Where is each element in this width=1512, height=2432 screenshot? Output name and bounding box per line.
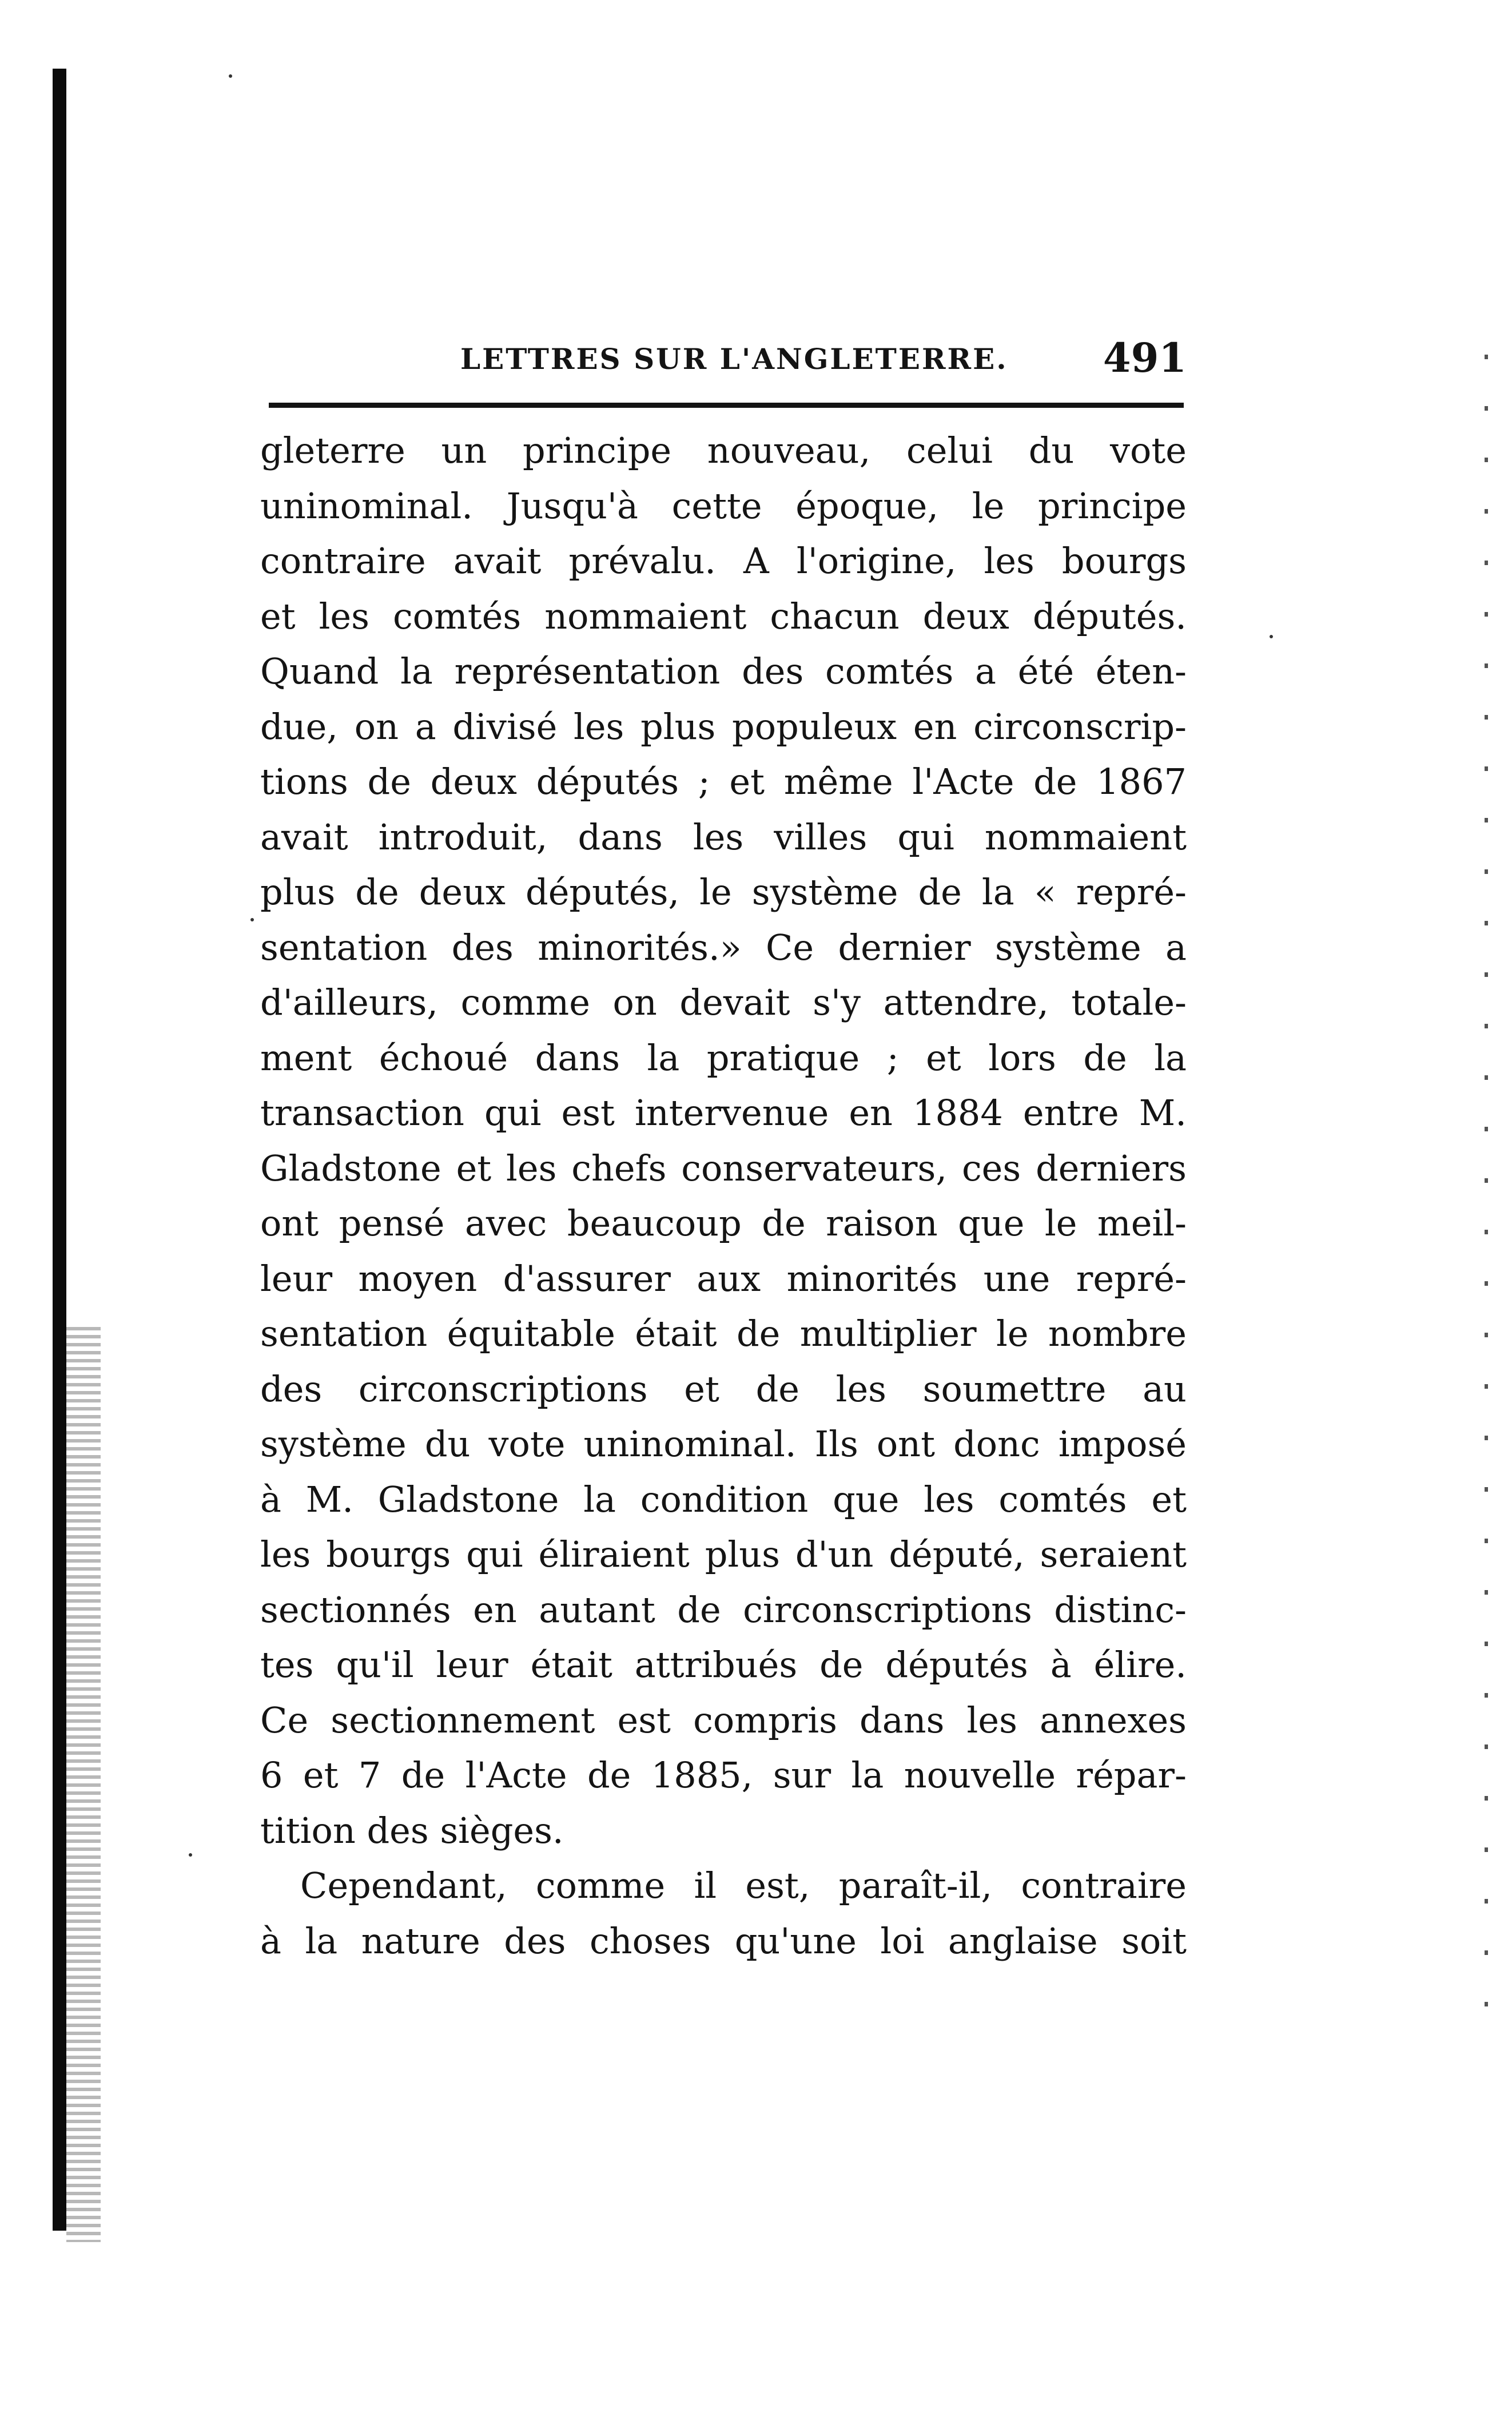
text-line: 6 et 7 de l'Acte de 1885, sur la nouvelle répar- <box>260 1754 1187 1796</box>
running-header <box>260 334 1187 383</box>
scan-speck <box>229 74 232 78</box>
text-line: leur moyen d'assurer aux minorités une repré- <box>260 1257 1187 1300</box>
page-number: 491 <box>1103 334 1187 382</box>
text-line: transaction qui est intervenue en 1884 entre M. <box>260 1092 1187 1134</box>
text-line: à M. Gladstone la condition que les comtés et <box>260 1478 1187 1520</box>
text-line: plus de deux députés, le système de la « repré- <box>260 871 1187 913</box>
text-line: contraire avait prévalu. A l'origine, les bourgs <box>260 540 1187 582</box>
binding-shadow <box>53 69 66 2231</box>
text-line: sentation équitable était de multiplier le nombre <box>260 1313 1187 1354</box>
text-line: Ce sectionnement est compris dans les annexes <box>260 1699 1187 1741</box>
scan-speck <box>1270 635 1273 638</box>
text-line: et les comtés nommaient chacun deux députés. <box>260 595 1187 637</box>
text-line: avait introduit, dans les villes qui nommaient <box>260 816 1187 858</box>
text-line: ment échoué dans la pratique ; et lors de la <box>260 1036 1187 1079</box>
text-line: gleterre un principe nouveau, celui du vote <box>260 430 1187 471</box>
text-line: tition des sièges. <box>260 1809 564 1851</box>
text-line: Gladstone et les chefs conservateurs, ces derniers <box>260 1147 1187 1189</box>
text-line: des circonscriptions et de les soumettre au <box>260 1368 1187 1410</box>
paragraph <box>260 1858 1187 1969</box>
text-line: sentation des minorités.» Ce dernier système a <box>260 926 1187 968</box>
text-line: d'ailleurs, comme on devait s'y attendre, totale- <box>260 981 1187 1023</box>
scan-speck <box>189 1853 192 1857</box>
text-line: tes qu'il leur était attribués de députés à élire. <box>260 1644 1187 1686</box>
paragraph <box>260 423 1187 1858</box>
text-line: Quand la représentation des comtés a été éten- <box>260 650 1187 692</box>
text-line: Cependant, comme il est, paraît-il, contraire <box>300 1865 1187 1906</box>
text-line: due, on a divisé les plus populeux en circonscrip- <box>260 705 1187 748</box>
text-line: tions de deux députés ; et même l'Acte de 1867 <box>260 761 1187 802</box>
text-line: uninominal. Jusqu'à cette époque, le principe <box>260 484 1187 527</box>
body-text <box>260 423 1187 1969</box>
text-line: ont pensé avec beaucoup de raison que le meil- <box>260 1202 1187 1244</box>
text-line: sectionnés en autant de circonscriptions distinc- <box>260 1588 1187 1631</box>
text-line: système du vote uninominal. Ils ont donc imposé <box>260 1423 1187 1465</box>
header-rule <box>269 403 1184 408</box>
page-edge-specks <box>1485 355 1488 2013</box>
text-line: à la nature des choses qu'une loi anglaise soit <box>260 1920 1187 1962</box>
scan-speck <box>250 918 254 921</box>
text-line: les bourgs qui éliraient plus d'un député, seraient <box>260 1533 1187 1575</box>
running-title: LETTRES SUR L'ANGLETERRE. <box>460 342 1008 376</box>
